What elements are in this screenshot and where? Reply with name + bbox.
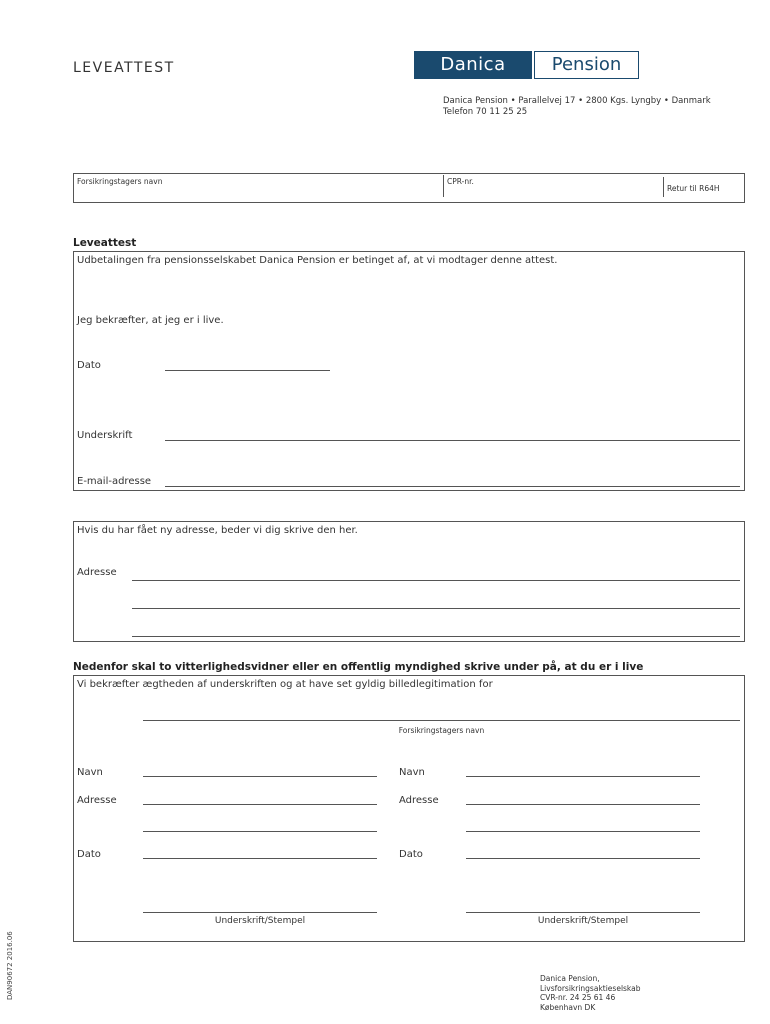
policyholder-name-caption: Forsikringstagers navn (398, 726, 485, 735)
field-divider (663, 177, 664, 197)
company-footer (540, 974, 641, 1012)
phone-line: Telefon 70 11 25 25 (443, 107, 528, 117)
witness1-signature-line[interactable] (143, 912, 377, 913)
cpr-label: CPR-nr. (447, 177, 474, 186)
witness2-name-line[interactable] (466, 776, 700, 777)
witness1-name-line[interactable] (143, 776, 377, 777)
witness-box (73, 675, 745, 942)
witness2-date-label: Dato (399, 849, 423, 860)
witness-confirmation-text: Vi bekræfter ægtheden af underskriften og at have set gyldig billedlegitimation for (77, 679, 493, 690)
date-label: Dato (77, 360, 101, 371)
witness1-name-label: Navn (77, 767, 103, 778)
retur-label: Retur til R64H (667, 184, 720, 193)
field-divider (443, 175, 444, 197)
witness1-address-label: Adresse (77, 795, 117, 806)
witness2-date-line[interactable] (466, 858, 700, 859)
new-address-box (73, 521, 745, 642)
form-code: DAN90672 2016.06 (6, 931, 14, 1000)
signature-label: Underskrift (77, 430, 133, 441)
footer-line: CVR-nr. 24 25 61 46 (540, 993, 616, 1002)
address-line-3[interactable] (132, 636, 740, 637)
date-line[interactable] (165, 370, 330, 371)
witness2-signature-caption: Underskrift/Stempel (537, 916, 629, 926)
witness2-signature-line[interactable] (466, 912, 700, 913)
email-label: E-mail-adresse (77, 476, 152, 487)
logo-pension-text: Pension (534, 51, 639, 79)
witness1-signature-caption: Underskrift/Stempel (214, 916, 306, 926)
company-address (443, 96, 711, 118)
address-line: Danica Pension • Parallelvej 17 • 2800 Kgs. Lyngby • Danmark (443, 96, 711, 106)
witness2-address-label: Adresse (399, 795, 439, 806)
witness1-date-label: Dato (77, 849, 101, 860)
cpr-field[interactable] (448, 188, 658, 198)
witness2-name-label: Navn (399, 767, 425, 778)
policyholder-name-line[interactable] (143, 720, 740, 721)
witness1-date-line[interactable] (143, 858, 377, 859)
life-certificate-box (73, 251, 745, 491)
danica-pension-logo (414, 51, 639, 79)
witness-heading: Nedenfor skal to vitterlighedsvidner eller en offentlig myndighed skrive under på, at du er i live (73, 661, 644, 673)
policyholder-name-label: Forsikringstagers navn (77, 177, 163, 186)
witness1-address-line-2[interactable] (143, 831, 377, 832)
alive-confirmation-text: Jeg bekræfter, at jeg er i live. (77, 315, 224, 326)
witness2-address-line-1[interactable] (466, 804, 700, 805)
payout-condition-text: Udbetalingen fra pensionsselskabet Danica Pension er betinget af, at vi modtager denne attest. (77, 255, 558, 266)
policyholder-name-field[interactable] (78, 190, 438, 200)
logo-danica-text: Danica (414, 51, 532, 79)
witness2-address-line-2[interactable] (466, 831, 700, 832)
witness1-address-line-1[interactable] (143, 804, 377, 805)
email-line[interactable] (165, 486, 740, 487)
footer-line: Danica Pension, (540, 974, 600, 983)
address-line-2[interactable] (132, 608, 740, 609)
footer-line: København DK (540, 1002, 596, 1012)
signature-line[interactable] (165, 440, 740, 441)
section-heading-leveattest: Leveattest (73, 237, 137, 249)
form-title: LEVEATTEST (73, 60, 175, 76)
address-line-1[interactable] (132, 580, 740, 581)
address-label: Adresse (77, 567, 117, 578)
new-address-text: Hvis du har fået ny adresse, beder vi dig skrive den her. (77, 525, 358, 536)
footer-line: Livsforsikringsaktieselskab (540, 983, 641, 993)
